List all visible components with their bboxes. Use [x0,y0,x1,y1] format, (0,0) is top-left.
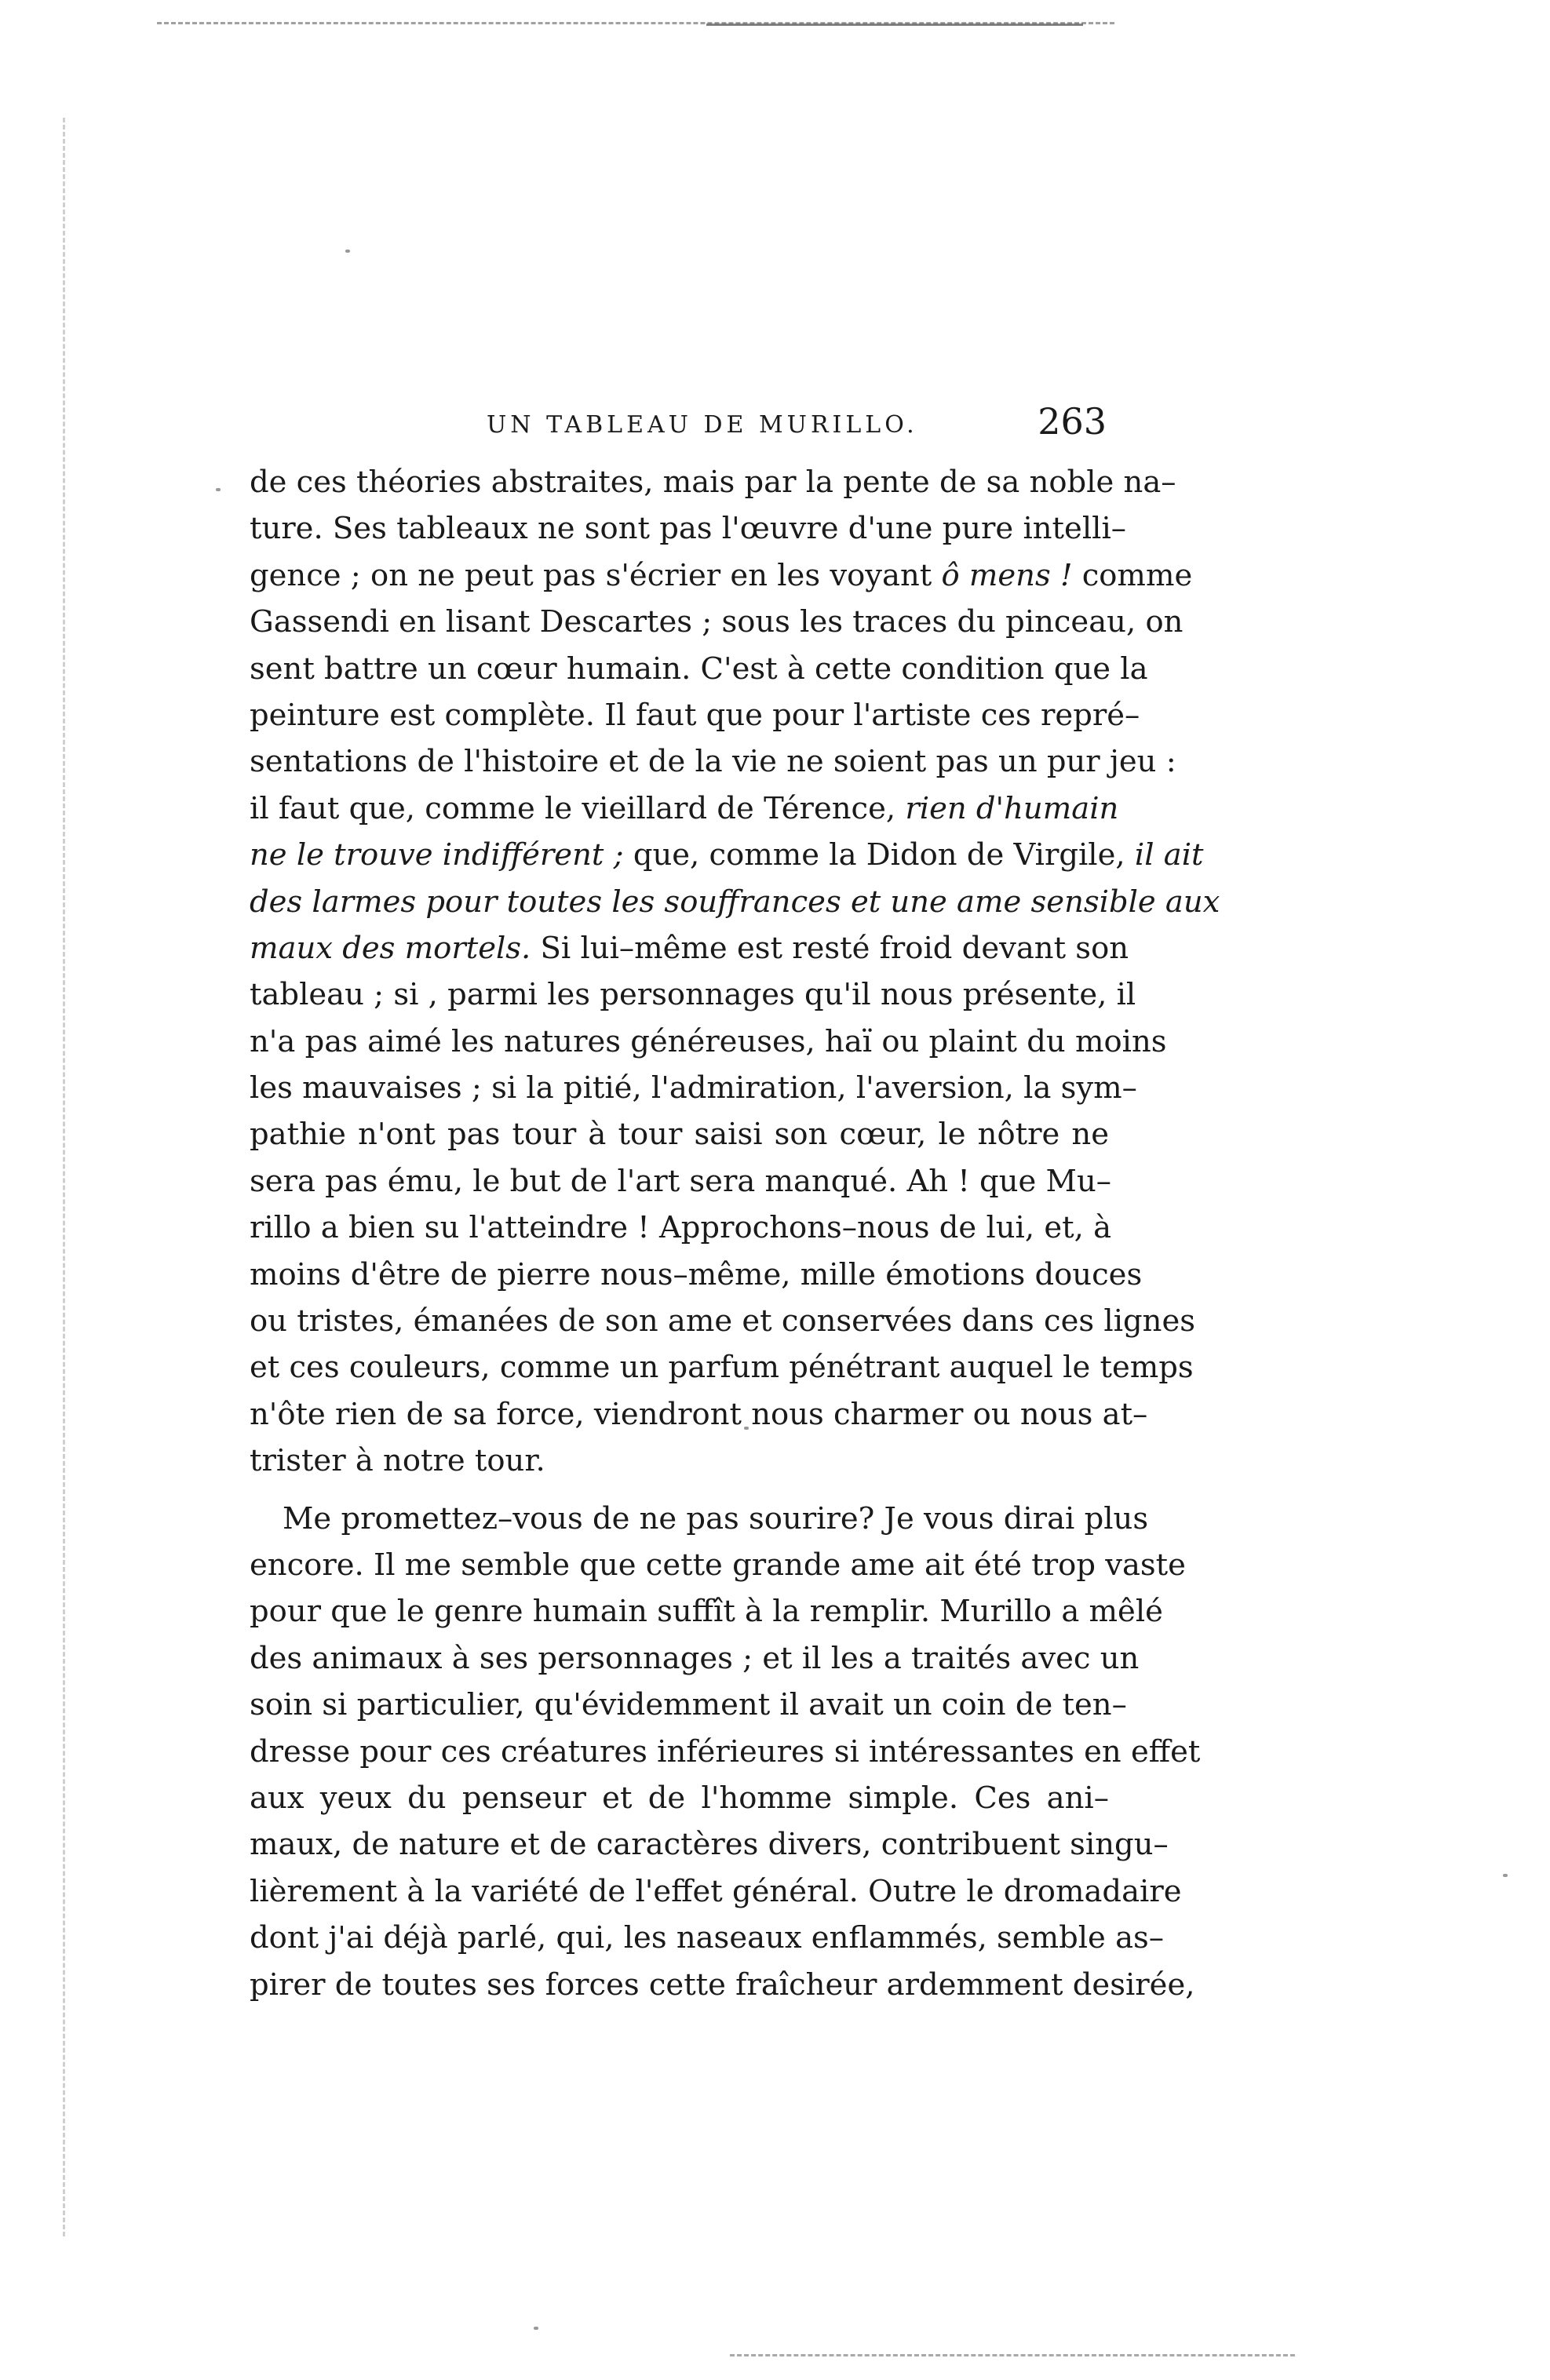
text-segment: lièrement à la variété de l'effet général. Outre le dromadaire [250,1873,1182,1909]
text-segment: peinture est complète. Il faut que pour l'artiste ces repré– [250,697,1140,733]
text-line [250,599,1183,645]
text-segment: ture. Ses tableaux ne sont pas l'œuvre d'une pure intelli– [250,511,1127,547]
text-segment: tableau ; si , parmi les personnages qu'il nous présente, il [250,977,1136,1013]
text-line [250,1205,1112,1251]
text-line [250,1158,1109,1205]
text-segment: Si lui–même est resté froid devant son [531,930,1129,966]
text-segment: les mauvaises ; si la pitié, l'admiration, l'aversion, la sym– [250,1070,1137,1106]
text-segment: pirer de toutes ses forces cette fraîcheur ardemment desirée, [250,1966,1195,2003]
italic-text: il ait [1134,837,1204,873]
text-segment: gence ; on ne peut pas s'écrier en les voyant [250,557,942,593]
text-line [250,459,1176,505]
text-line [250,925,1129,971]
text-segment: pour que le genre humain suffît à la remplir. Murillo a mêlé [250,1594,1163,1630]
text-segment: et ces couleurs, comme un parfum pénétrant auquel le temps [250,1350,1194,1386]
text-segment: trister à notre tour. [250,1443,545,1479]
text-segment: Gassendi en lisant Descartes ; sous les traces du pinceau, on [250,604,1183,640]
text-line [250,1496,1149,1542]
scan-speck [216,488,221,491]
text-line [250,505,1127,552]
text-segment: Me promettez–vous de ne pas sourire? Je vous dirai plus [283,1500,1149,1536]
text-segment: pathie n'ont pas tour à tour saisi son cœur, le nôtre ne [250,1117,1109,1153]
text-segment: il faut que, comme le vieillard de Térence, [250,790,906,826]
text-line [250,1962,1195,2008]
text-line [250,1252,1143,1298]
scan-speck [534,2327,538,2330]
scan-speck [345,250,350,253]
paragraph [250,1496,1201,2008]
text-segment: des animaux à ses personnages ; et il les a traités avec un [250,1640,1140,1676]
running-title: UN TABLEAU DE MURILLO. [487,411,918,439]
text-line [250,1775,1109,1821]
text-line [250,1821,1169,1868]
text-segment: de ces théories abstraites, mais par la pente de sa noble na– [250,465,1176,500]
text-segment: ou tristes, émanées de son ame et conservées dans ces lignes [250,1303,1196,1339]
scan-speck [1503,1874,1508,1877]
text-line [250,1635,1140,1682]
paragraph-gap [250,1485,1109,1496]
text-line [250,1588,1163,1635]
text-line [250,646,1148,692]
text-line [250,1868,1182,1915]
text-line [250,1391,1148,1438]
text-line [250,1915,1165,1961]
paragraph [250,459,1220,1485]
text-segment: moins d'être de pierre nous–même, mille émotions douces [250,1256,1143,1292]
text-segment: n'a pas aimé les natures généreuses, haï ou plaint du moins [250,1023,1167,1059]
scan-top-rule-solid [706,24,1083,26]
text-segment: que, comme la Didon de Virgile, [623,837,1135,873]
text-segment: comme [1072,557,1193,593]
text-segment: soin si particulier, qu'évidemment il avait un coin de ten– [250,1687,1127,1723]
text-line [250,1344,1194,1390]
text-segment: dont j'ai déjà parlé, qui, les naseaux enflammés, semble as– [250,1920,1165,1956]
text-segment: rillo a bien su l'atteindre ! Approchons–nous de lui, et, à [250,1210,1112,1246]
italic-text: ne le trouve indifférent ; [250,837,624,873]
page-number: 263 [1038,400,1107,443]
italic-text: ô mens ! [941,557,1073,593]
text-line [250,738,1176,785]
italic-text: des larmes pour toutes les souffrances et une ame sensible aux [250,884,1220,920]
italic-text: rien d'humain [905,790,1119,826]
scan-left-margin-marks [63,118,65,2236]
text-line [250,879,1220,925]
text-segment: aux yeux du penseur et de l'homme simple. Ces ani– [250,1780,1109,1816]
text-segment: maux, de nature et de caractères divers, contribuent singu– [250,1827,1169,1863]
text-line [250,692,1140,738]
text-segment: sentations de l'histoire et de la vie ne soient pas un pur jeu : [250,744,1176,780]
text-segment: encore. Il me semble que cette grande ame ait été trop vaste [250,1547,1186,1583]
text-line [250,971,1136,1018]
text-segment: dresse pour ces créatures inférieures si intéressantes en effet [250,1733,1201,1770]
text-line [250,1065,1137,1111]
text-line [250,1542,1186,1588]
text-line [250,1438,1109,1484]
text-line [250,1019,1167,1065]
text-segment: sent battre un cœur humain. C'est à cette condition que la [250,651,1148,687]
text-line [250,1682,1127,1728]
text-line [250,1729,1201,1775]
scan-bottom-rule [730,2354,1295,2356]
text-line [250,1111,1109,1157]
text-line [250,832,1204,878]
text-line [250,552,1193,599]
text-segment: n'ôte rien de sa force, viendront nous charmer ou nous at– [250,1396,1148,1432]
text-segment: sera pas ému, le but de l'art sera manqué. Ah ! que Mu– [250,1163,1111,1199]
text-line [250,1298,1196,1344]
text-line [250,785,1119,832]
italic-text: maux des mortels. [250,930,531,966]
page-header [251,400,1107,455]
body-text [250,459,1220,2008]
